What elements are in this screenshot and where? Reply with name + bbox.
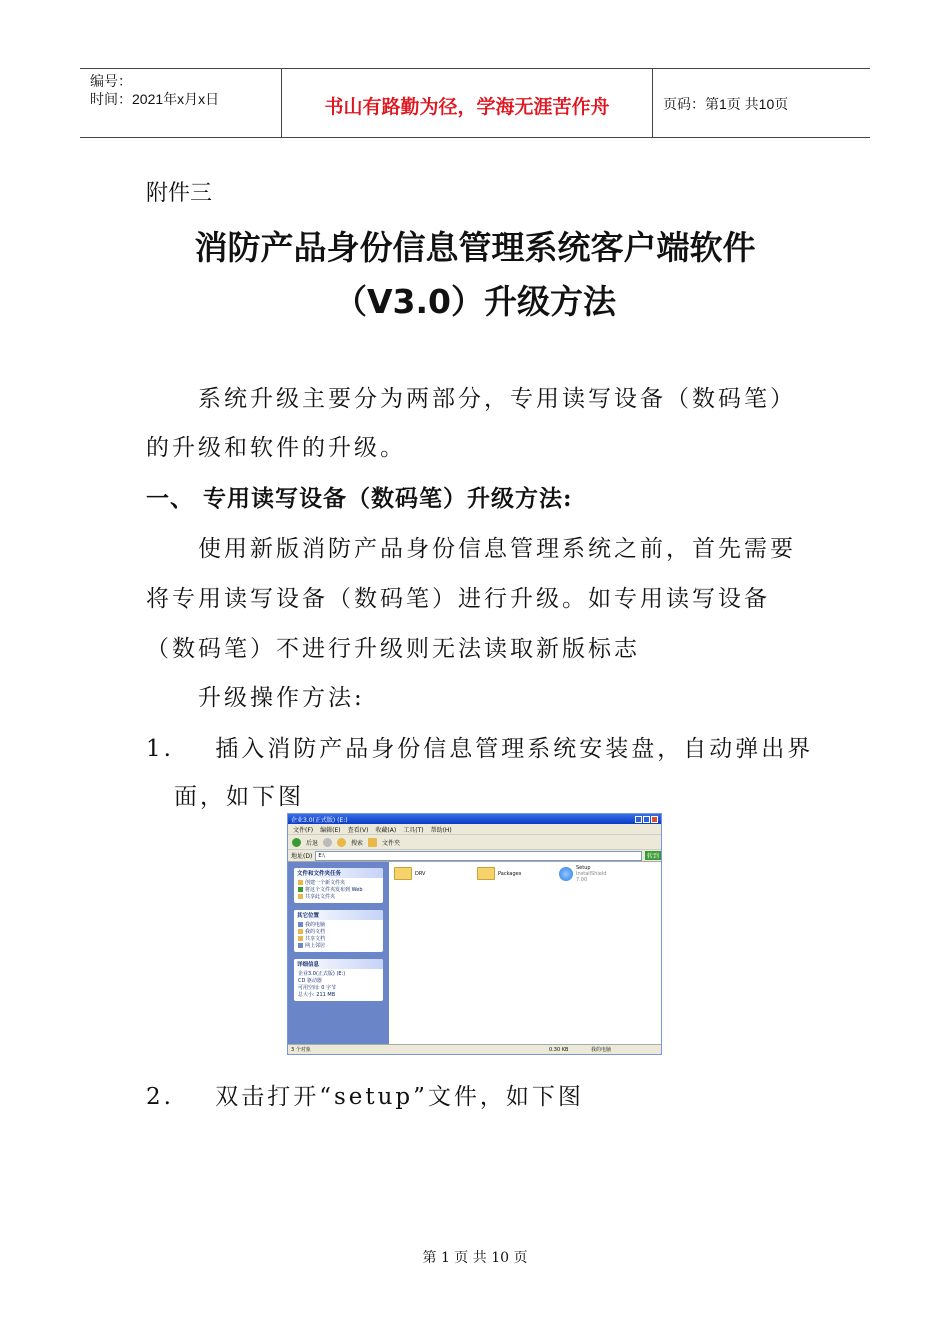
panel-other-places	[294, 910, 383, 952]
maximize-icon	[643, 816, 650, 823]
back-icon	[292, 838, 301, 847]
menu-favorites: 收藏(A)	[375, 826, 397, 834]
place-item: 我的文档	[298, 929, 379, 936]
document-title-line1: 消防产品身份信息管理系统客户端软件	[194, 228, 756, 267]
file-item: Packages	[477, 867, 521, 880]
panel-title: 其它位置	[294, 910, 383, 920]
file-list	[389, 862, 661, 1055]
step1-line1: 1. 插入消防产品身份信息管理系统安装盘，自动弹出界	[146, 736, 814, 762]
detail-item: CD 驱动器	[298, 978, 322, 984]
forward-icon	[323, 838, 332, 847]
status-count: 3 个对象	[291, 1047, 311, 1053]
folder-icon	[394, 867, 412, 880]
address-label: 地址(D)	[291, 853, 313, 860]
place-item: 共享文档	[298, 936, 379, 943]
network-icon	[298, 943, 303, 948]
place-item: 网上邻居	[298, 943, 379, 950]
attachment-label: 附件三	[146, 181, 213, 206]
documents-icon	[298, 929, 303, 934]
up-folder-icon	[337, 838, 346, 847]
detail-item: 可用空间: 0 字节	[298, 985, 337, 991]
task-pane	[288, 862, 389, 1055]
folders-label: 文件夹	[382, 839, 401, 847]
task-item: 创建一个新文件夹	[298, 880, 379, 887]
page-header	[80, 68, 870, 138]
computer-icon	[298, 922, 303, 927]
window-titlebar	[288, 814, 661, 824]
panel-details	[294, 959, 383, 1001]
minimize-icon	[635, 816, 642, 823]
panel-file-tasks	[294, 868, 383, 903]
para2-line1: 使用新版消防产品身份信息管理系统之前，首先需要	[198, 536, 796, 562]
detail-item: 总大小: 211 MB	[298, 992, 336, 998]
panel-title: 文件和文件夹任务	[294, 868, 383, 878]
status-location: 我的电脑	[591, 1047, 612, 1053]
globe-icon	[298, 887, 303, 892]
task-item: 共享此文件夹	[298, 894, 379, 901]
menu-help: 帮助(H)	[430, 826, 452, 834]
panel-title: 详细信息	[294, 959, 383, 969]
menu-view: 查看(V)	[347, 826, 369, 834]
go-button: 转到	[646, 853, 659, 860]
toolbar	[288, 835, 661, 850]
file-item: DRV	[394, 867, 425, 880]
section1-heading: 一、 专用读写设备（数码笔）升级方法:	[146, 485, 573, 512]
para1-line2: 的升级和软件的升级。	[146, 435, 406, 461]
status-bar	[288, 1044, 661, 1054]
menu-edit: 编辑(E)	[320, 826, 341, 834]
document-title-line2: （V3.0）升级方法	[334, 282, 616, 321]
para2-line3: （数码笔）不进行升级则无法读取新版标志	[146, 636, 640, 662]
menu-file: 文件(F)	[293, 826, 314, 834]
para1-line1: 系统升级主要分为两部分，专用读写设备（数码笔）	[198, 386, 796, 412]
menu-tools: 工具(T)	[403, 826, 424, 834]
explorer-body	[288, 862, 661, 1055]
folder-icon	[477, 867, 495, 880]
setup-icon	[559, 867, 573, 881]
method-label: 升级操作方法:	[198, 685, 365, 711]
address-field: E:\	[315, 851, 642, 861]
file-item-setup: Setup InstallShield 7.00	[559, 865, 606, 883]
step1-line2: 面，如下图	[174, 784, 304, 810]
header-page-info: 页码：第1页 共10页	[663, 96, 789, 112]
number-label: 编号：	[90, 73, 132, 89]
header-motto: 书山有路勤为径，学海无涯苦作舟	[281, 69, 653, 137]
address-bar	[288, 850, 661, 862]
place-item: 我的电脑	[298, 922, 379, 929]
task-item: 将这个文件夹发布到 Web	[298, 887, 379, 894]
shared-docs-icon	[298, 936, 303, 941]
window-title: 企业3.0(正式版) (E:)	[291, 816, 348, 824]
para2-line2: 将专用读写设备（数码笔）进行升级。如专用读写设备	[146, 586, 770, 612]
close-icon	[651, 816, 658, 823]
share-icon	[298, 894, 303, 899]
back-label: 后退	[306, 839, 319, 847]
time-label: 时间：2021年x月x日	[90, 91, 220, 107]
page-footer: 第 1 页 共 10 页	[422, 1250, 528, 1266]
folders-icon	[368, 838, 377, 847]
header-meta	[80, 69, 281, 137]
explorer-screenshot	[287, 813, 662, 1055]
search-label: 搜索	[351, 839, 364, 847]
step2-line: 2. 双击打开“setup”文件，如下图	[146, 1084, 584, 1110]
status-size: 0.30 KB	[549, 1046, 569, 1053]
folder-icon	[298, 880, 303, 885]
menu-bar	[288, 824, 661, 835]
detail-item: 企业3.0(正式版) (E:)	[298, 971, 346, 977]
